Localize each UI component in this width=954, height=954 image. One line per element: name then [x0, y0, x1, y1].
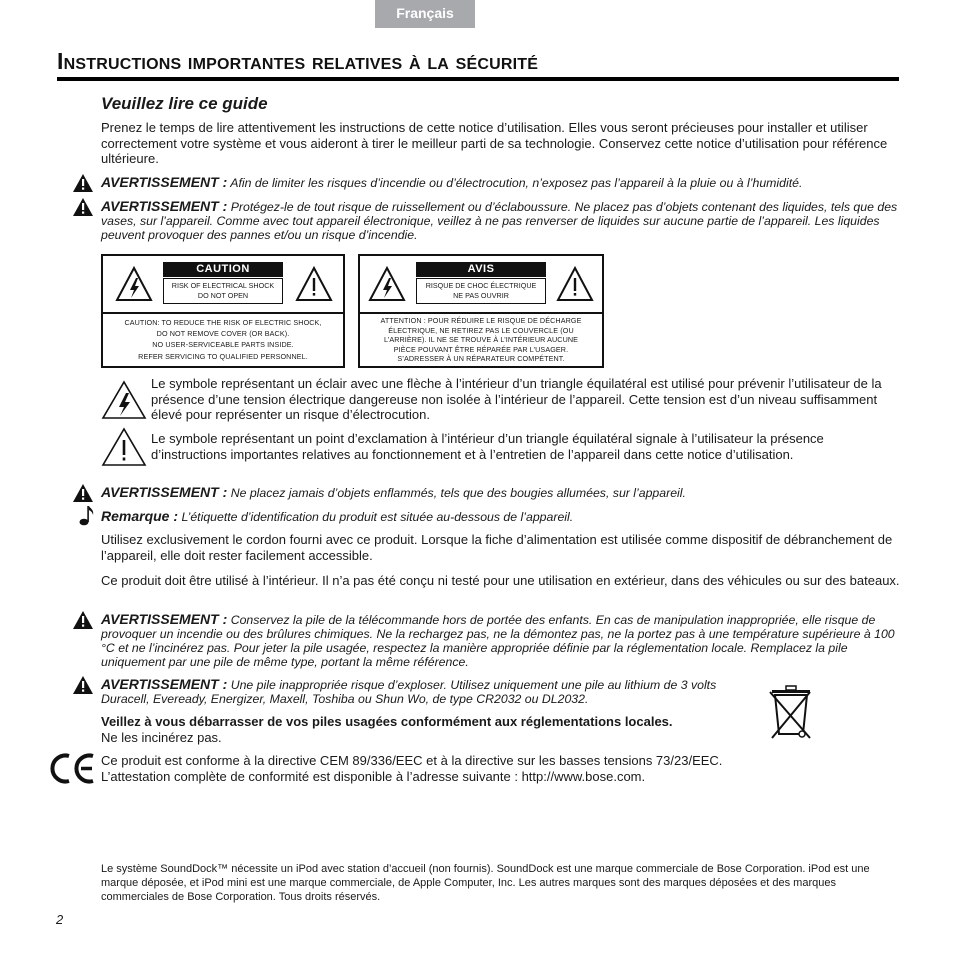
avis-line-3: L’ARRIÈRE). IL NE SE TROUVE À L’INTÉRIEUR AUCUNE [383, 335, 579, 344]
avis-body [360, 314, 602, 366]
ce-mark-icon [47, 751, 97, 786]
exclamation-symbol-text: Le symbole représentant un point d’exclamation à l’intérieur d’un triangle équilatéral signale à l’utilisateur la présence d’instructions importantes relatives au fonctionnement et à l’entretien de l’appareil dans cette notice d’utilisation. [151, 431, 824, 462]
avis-sub-line-2: NE PAS OUVRIR [453, 291, 509, 300]
warning-2-label: AVERTISSEMENT : [101, 198, 228, 214]
caution-sub-line-1: RISK OF ELECTRICAL SHOCK [171, 281, 275, 290]
avis-sub-line-1: RISQUE DE CHOC ÉLECTRIQUE [425, 281, 537, 290]
note [101, 509, 901, 524]
caution-title: CAUTION [163, 262, 283, 277]
warning-2-text: Protégez-le de tout risque de ruissellement ou d’éclaboussure. Ne placez pas d’objets contenant des liquides, tels que des vases, sur l’appareil. Comme avec tout appareil électronique, veillez à ne pas renverser de liquides sur aucune partie de l’appareil. Les liquides peuvent provoquer des pannes et/ou un risque d’incendie. [101, 200, 898, 242]
warning-4-text: Conservez la pile de la télécommande hors de portée des enfants. En cas de manipulation inappropriée, elle risque de provoquer un incendie ou des brûlures chimiques. Ne la rechargez pas, ne la démontez pas, ne la portez pas à une température supérieure à 100 °C et ne l’incinérez pas. Pour jeter la pile usagée, respectez la manière appropriée définie par la réglementation locale. Remplacez la pile uniquement par une pile de même type, portant la même référence. [101, 613, 895, 669]
warning-1-label: AVERTISSEMENT : [101, 174, 228, 190]
warning-5 [101, 677, 751, 706]
avis-label-top [360, 256, 602, 314]
avis-subtitle [416, 278, 546, 304]
page-number: 2 [56, 912, 64, 927]
exclamation-triangle-icon [101, 427, 147, 467]
caution-line-1: CAUTION: TO REDUCE THE RISK OF ELECTRIC SHOCK, [124, 318, 322, 327]
title-rule [57, 77, 899, 81]
page-title: Instructions importantes relatives à la sécurité [57, 48, 539, 74]
caution-label [101, 254, 345, 368]
warning-triangle-icon [73, 484, 93, 502]
caution-subtitle [163, 278, 283, 304]
warning-3-label: AVERTISSEMENT : [101, 484, 228, 500]
note-label: Remarque : [101, 508, 179, 524]
lightning-triangle-icon [368, 266, 406, 302]
exclamation-triangle-icon [295, 266, 333, 302]
avis-line-1: ATTENTION : POUR RÉDUIRE LE RISQUE DE DÉCHARGE [380, 316, 582, 325]
exclamation-triangle-icon [556, 266, 594, 302]
warning-triangle-icon [73, 611, 93, 629]
warning-2 [101, 199, 901, 242]
avis-label [358, 254, 604, 368]
caution-line-4: REFER SERVICING TO QUALIFIED PERSONNEL. [138, 351, 308, 361]
caution-body [103, 314, 343, 366]
power-cord-paragraph: Utilisez exclusivement le cordon fourni avec ce produit. Lorsque la fiche d’alimentation est utilisée comme dispositif de débranchement de l’appareil, elle doit rester facilement accessible. [101, 532, 893, 563]
warning-1-text: Afin de limiter les risques d’incendie ou d’électrocution, n’exposez pas l’appareil à la pluie ou à l’humidité. [230, 176, 803, 190]
caution-label-top [103, 256, 343, 314]
warning-4-label: AVERTISSEMENT : [101, 611, 228, 627]
avis-line-5: S’ADRESSER À UN RÉPARATEUR COMPÉTENT. [397, 354, 565, 363]
warning-triangle-icon [73, 676, 93, 694]
warning-triangle-icon [73, 198, 93, 216]
lightning-triangle-icon [115, 266, 153, 302]
ce-line-1: Ce produit est conforme à la directive CEM 89/336/EEC et à la directive sur les basses tensions 73/23/EEC. [101, 753, 723, 768]
warning-3-text: Ne placez jamais d’objets enflammés, tels que des bougies allumées, sur l’appareil. [230, 486, 686, 500]
warning-1 [101, 175, 901, 190]
avis-title: AVIS [416, 262, 546, 277]
lightning-symbol-text: Le symbole représentant un éclair avec une flèche à l’intérieur d’un triangle équilatéral est utilisé pour prévenir l’utilisateur de la présence d’une tension électrique dangereuse non isolée à l’intérieur de l’appareil. Cette tension est d’un niveau suffisamment élevé pour représenter un risque d’électrocution. [151, 376, 882, 422]
warning-5-label: AVERTISSEMENT : [101, 676, 228, 692]
avis-line-2: ÉLECTRIQUE, NE RETIREZ PAS LE COUVERCLE (OU [388, 325, 574, 335]
warning-5-text: Une pile inappropriée risque d’exploser. Utilisez uniquement une pile au lithium de 3 volts Duracell, Eveready, Energizer, Maxell, Toshiba ou Shun Wo, de type CR2032 ou DL2032. [101, 678, 717, 706]
indoor-use-paragraph: Ce produit doit être utilisé à l’intérieur. Il n’a pas été conçu ni testé pour une utilisation en extérieur, dans des véhicules ou sur des bateaux. [101, 573, 900, 588]
trademark-footnote: Le système SoundDock™ nécessite un iPod avec station d’accueil (non fournis). SoundDock est une marque commerciale de Bose Corporation. iPod est une marque déposée, et iPod mini est une marque commerciale, de Apple Computer, Inc. Les autres marques sont des marques déposées et des marques commerciales de Bose Corporation. Tous droits réservés. [101, 863, 870, 903]
warning-4 [101, 612, 901, 669]
lightning-triangle-icon [101, 380, 147, 420]
section-subtitle: Veuillez lire ce guide [101, 94, 268, 113]
battery-disposal-bold: Veillez à vous débarrasser de vos piles usagées conformément aux réglementations locales. [101, 714, 673, 729]
warning-triangle-icon [73, 174, 93, 192]
caution-sub-line-2: DO NOT OPEN [197, 291, 249, 300]
crossed-out-bin-icon [766, 684, 816, 742]
battery-disposal-plain: Ne les incinérez pas. [101, 730, 222, 745]
note-text: L’étiquette d’identification du produit est située au-dessous de l’appareil. [181, 510, 574, 524]
avis-line-4: PIÈCE POUVANT ÊTRE RÉPARÉE PAR L’USAGER. [393, 344, 569, 354]
music-note-icon [79, 504, 95, 526]
language-tab: Français [375, 0, 475, 28]
ce-line-2: L’attestation complète de conformité est disponible à l’adresse suivante : http://www.bose.com. [101, 769, 646, 784]
caution-line-3: NO USER-SERVICEABLE PARTS INSIDE. [152, 340, 294, 350]
caution-line-2: DO NOT REMOVE COVER (OR BACK). [156, 329, 290, 339]
warning-3 [101, 485, 901, 500]
intro-paragraph: Prenez le temps de lire attentivement les instructions de cette notice d’utilisation. Elles vous seront précieuses pour installer et utiliser correctement votre système et vous aideront à tirer le meilleur parti de sa technologie. Conservez cette notice d’utilisation pour référence ultérieure. [101, 120, 888, 166]
